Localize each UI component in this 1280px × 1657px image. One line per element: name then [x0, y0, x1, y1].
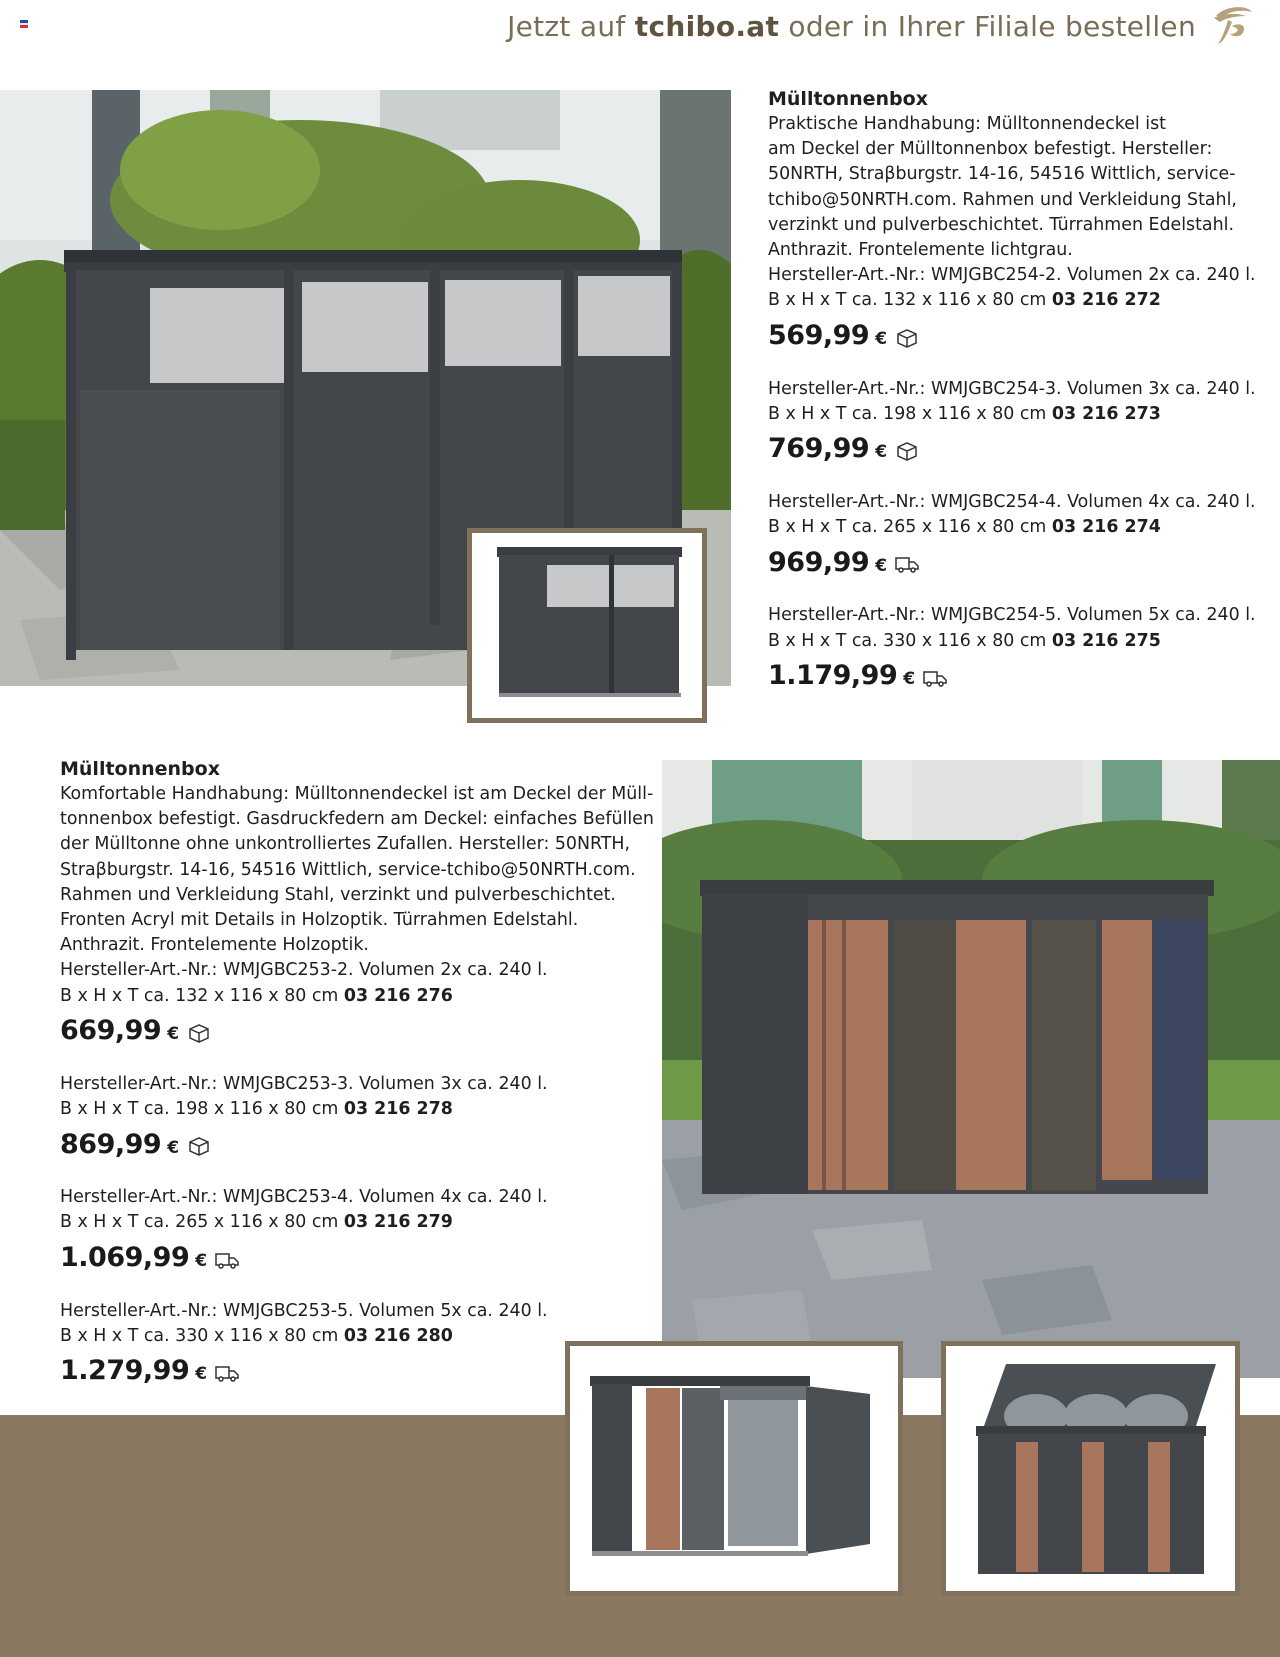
- variant-art-line: Hersteller-Art.-Nr.: WMJGBC253-2. Volumen 2x ca. 240 l.: [60, 960, 548, 981]
- parcel-icon: [895, 441, 919, 461]
- variant-dimensions: B x H x T ca. 330 x 116 x 80 cm: [768, 630, 1052, 651]
- variant-currency: €: [167, 1137, 180, 1158]
- variant-article-number: 03 216 275: [1051, 630, 1161, 651]
- variant-article-number: 03 216 273: [1051, 403, 1161, 424]
- variant-price: 1.179,99: [768, 660, 898, 692]
- product-2-info: [60, 757, 660, 1412]
- product-1-thumbnail: [467, 528, 707, 723]
- variant-price: 1.069,99: [60, 1242, 190, 1274]
- product-1-variant-3: [768, 490, 1268, 582]
- shop-link[interactable]: tchibo.at: [634, 10, 780, 43]
- variant-article-number: 03 216 279: [343, 1212, 453, 1233]
- product-2-variant-2: [60, 1072, 660, 1164]
- product-2-description: Komfortable Handhabung: Mülltonnendeckel ist am Deckel der Müll- tonnenbox befestigt. Gasdruckfedern am Deckel: einfaches Befüllen der Mülltonne ohne unkontrolliertes Zufallen. Hersteller: 50NRTH, Straβburgstr. 14-16, 54516 Wittlich, service-tchibo@50NRTH.com. Rahmen und Verkleidung Stahl, verzinkt und pulverbeschichtet. Fronten Acryl mit Details in Holzoptik. Türrahmen Edelstahl. Anthrazit. Frontelemente Holzoptik.: [60, 784, 654, 956]
- variant-article-number: 03 216 276: [343, 985, 453, 1006]
- page-header: [507, 10, 1196, 43]
- truck-icon: [923, 668, 947, 688]
- variant-article-number: 03 216 278: [343, 1099, 453, 1120]
- product-1-variant-1: [768, 263, 1268, 355]
- parcel-icon: [895, 328, 919, 348]
- variant-art-line: Hersteller-Art.-Nr.: WMJGBC254-5. Volumen 5x ca. 240 l.: [768, 605, 1256, 626]
- header-suffix: oder in Ihrer Filiale bestellen: [779, 10, 1196, 43]
- variant-currency: €: [875, 329, 888, 350]
- variant-price: 569,99: [768, 320, 870, 352]
- variant-price: 969,99: [768, 546, 870, 578]
- product-2-photo: [662, 760, 1280, 1378]
- variant-art-line: Hersteller-Art.-Nr.: WMJGBC253-5. Volumen 5x ca. 240 l.: [60, 1300, 548, 1321]
- variant-art-line: Hersteller-Art.-Nr.: WMJGBC253-3. Volumen 3x ca. 240 l.: [60, 1073, 548, 1094]
- truck-icon: [215, 1250, 239, 1270]
- product-2-variant-1: [60, 958, 660, 1050]
- truck-icon: [215, 1363, 239, 1383]
- country-flag-icon: [20, 20, 28, 28]
- variant-dimensions: B x H x T ca. 330 x 116 x 80 cm: [60, 1325, 344, 1346]
- product-2-variant-3: [60, 1185, 660, 1277]
- variant-dimensions: B x H x T ca. 265 x 116 x 80 cm: [60, 1212, 344, 1233]
- product-1-description: Praktische Handhabung: Mülltonnendeckel ist am Deckel der Mülltonnenbox befestigt. Hersteller: 50NRTH, Straβburgstr. 14-16, 54516 Wittlich, service- tchibo@50NRTH.com. Rahmen und Verkleidung Stahl, verzinkt und pulverbeschichtet. Türrahmen Edelstahl. Anthrazit. Frontelemente lichtgrau.: [768, 114, 1237, 261]
- variant-dimensions: B x H x T ca. 198 x 116 x 80 cm: [768, 403, 1052, 424]
- variant-dimensions: B x H x T ca. 265 x 116 x 80 cm: [768, 517, 1052, 538]
- variant-price: 1.279,99: [60, 1355, 190, 1387]
- product-1-title: Mülltonnenbox: [768, 88, 928, 110]
- variant-price: 769,99: [768, 433, 870, 465]
- variant-dimensions: B x H x T ca. 132 x 116 x 80 cm: [60, 985, 344, 1006]
- tchibo-logo-icon: [1206, 2, 1256, 48]
- variant-currency: €: [195, 1364, 208, 1385]
- parcel-icon: [187, 1023, 211, 1043]
- product-1-info: [768, 87, 1268, 717]
- variant-currency: €: [903, 669, 916, 690]
- variant-currency: €: [875, 555, 888, 576]
- variant-article-number: 03 216 280: [343, 1325, 453, 1346]
- variant-art-line: Hersteller-Art.-Nr.: WMJGBC253-4. Volumen 4x ca. 240 l.: [60, 1187, 548, 1208]
- truck-icon: [895, 554, 919, 574]
- product-1-variant-2: [768, 377, 1268, 469]
- variant-currency: €: [195, 1251, 208, 1272]
- variant-currency: €: [875, 442, 888, 463]
- variant-price: 669,99: [60, 1015, 162, 1047]
- product-2-variant-4: [60, 1299, 660, 1391]
- variant-dimensions: B x H x T ca. 132 x 116 x 80 cm: [768, 290, 1052, 311]
- product-2-thumbnail-open-lids: [941, 1341, 1240, 1596]
- product-1-variant-4: [768, 603, 1268, 695]
- variant-article-number: 03 216 272: [1051, 290, 1161, 311]
- variant-article-number: 03 216 274: [1051, 517, 1161, 538]
- variant-art-line: Hersteller-Art.-Nr.: WMJGBC254-2. Volumen 2x ca. 240 l.: [768, 265, 1256, 286]
- product-2-title: Mülltonnenbox: [60, 758, 220, 780]
- variant-dimensions: B x H x T ca. 198 x 116 x 80 cm: [60, 1099, 344, 1120]
- variant-art-line: Hersteller-Art.-Nr.: WMJGBC254-3. Volumen 3x ca. 240 l.: [768, 378, 1256, 399]
- parcel-icon: [187, 1136, 211, 1156]
- header-prefix: Jetzt auf: [507, 10, 635, 43]
- variant-art-line: Hersteller-Art.-Nr.: WMJGBC254-4. Volumen 4x ca. 240 l.: [768, 492, 1256, 513]
- variant-currency: €: [167, 1024, 180, 1045]
- variant-price: 869,99: [60, 1128, 162, 1160]
